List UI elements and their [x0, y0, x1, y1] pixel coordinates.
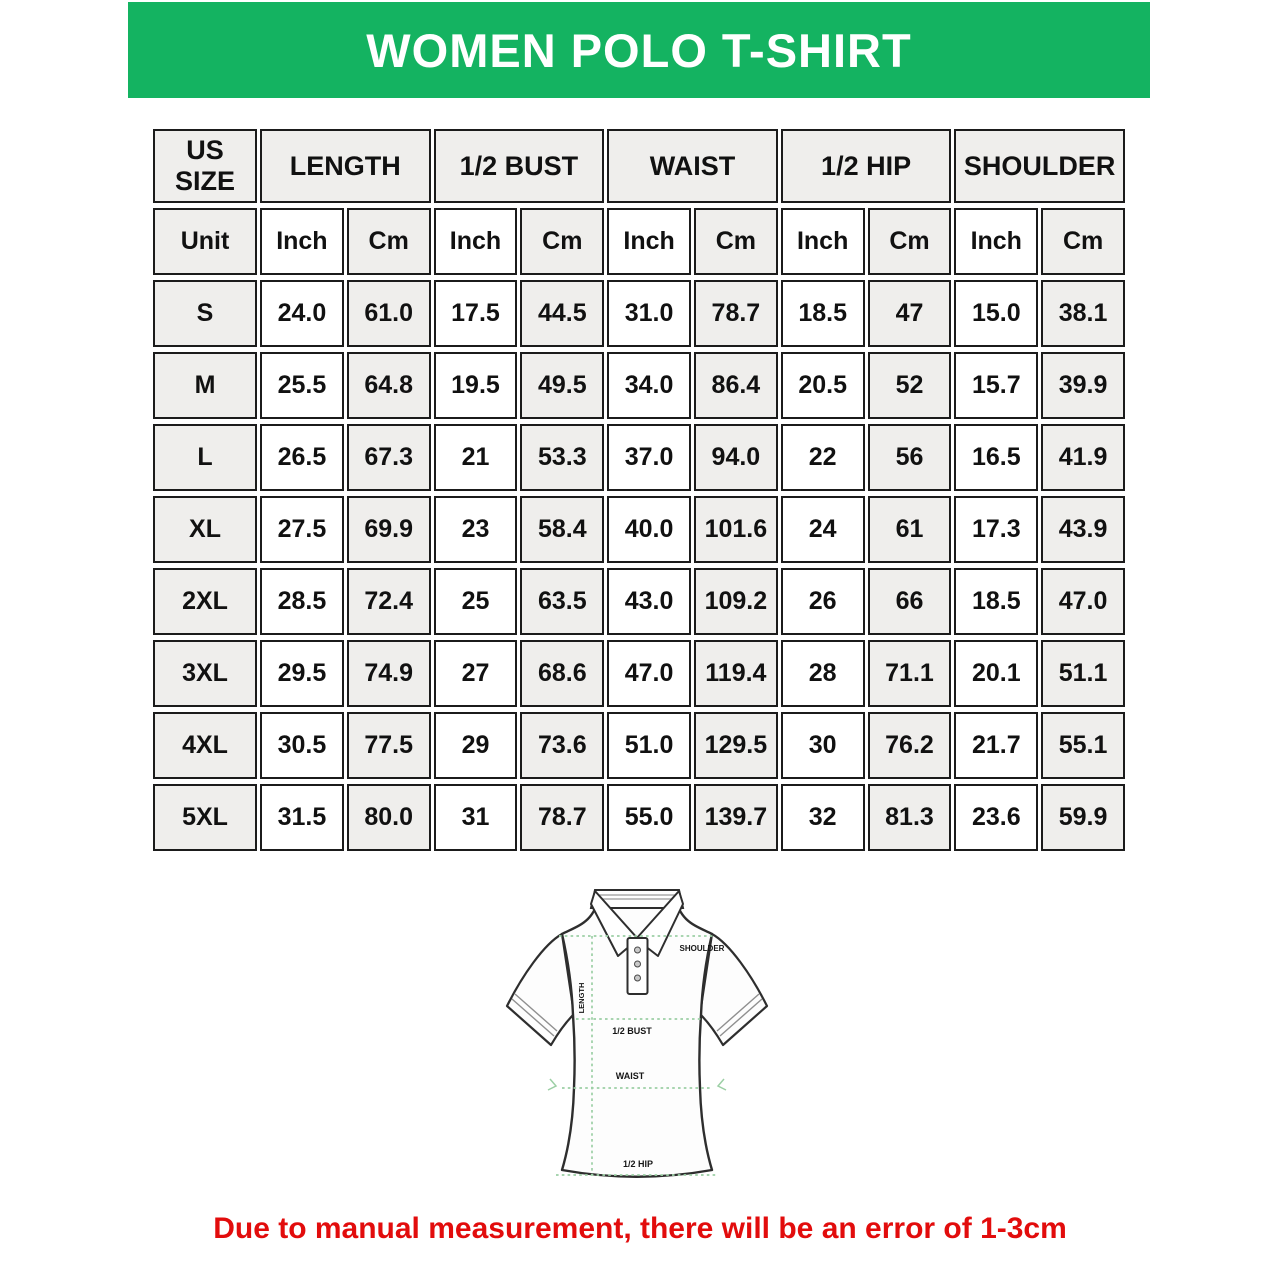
- measurement-cell: 73.6: [520, 712, 604, 779]
- measurement-cell: 72.4: [347, 568, 431, 635]
- measurement-cell: 61: [868, 496, 952, 563]
- size-row: [153, 496, 1125, 563]
- measurement-cell: 80.0: [347, 784, 431, 851]
- measurement-cell: 28: [781, 640, 865, 707]
- measurement-cell: 15.7: [954, 352, 1038, 419]
- measurement-cell: 17.5: [434, 280, 518, 347]
- measurement-cell: 39.9: [1041, 352, 1125, 419]
- column-group-header: 1/2 HIP: [781, 129, 952, 203]
- diagram-waist-label: WAIST: [615, 1071, 645, 1081]
- measurement-cell: 129.5: [694, 712, 778, 779]
- measurement-cell: 76.2: [868, 712, 952, 779]
- size-label-cell: 4XL: [153, 712, 257, 779]
- measurement-cell: 94.0: [694, 424, 778, 491]
- measurement-cell: 56: [868, 424, 952, 491]
- measurement-cell: 63.5: [520, 568, 604, 635]
- measurement-cell: 53.3: [520, 424, 604, 491]
- measurement-cell: 20.5: [781, 352, 865, 419]
- button-icon: [635, 961, 641, 967]
- measurement-cell: 18.5: [954, 568, 1038, 635]
- measurement-cell: 19.5: [434, 352, 518, 419]
- left-sleeve: [507, 934, 574, 1045]
- column-group-header: SHOULDER: [954, 129, 1125, 203]
- measurement-cell: 23.6: [954, 784, 1038, 851]
- measurement-cell: 69.9: [347, 496, 431, 563]
- unit-cell: Cm: [868, 208, 952, 275]
- measurement-cell: 78.7: [520, 784, 604, 851]
- size-chart-body: [153, 280, 1125, 851]
- measurement-cell: 61.0: [347, 280, 431, 347]
- measurement-cell: 18.5: [781, 280, 865, 347]
- unit-cell: Cm: [1041, 208, 1125, 275]
- measurement-cell: 47.0: [607, 640, 691, 707]
- measurement-cell: 66: [868, 568, 952, 635]
- measurement-cell: 52: [868, 352, 952, 419]
- measurement-cell: 24: [781, 496, 865, 563]
- page-title: WOMEN POLO T-SHIRT: [366, 23, 912, 77]
- column-group-header: 1/2 BUST: [434, 129, 605, 203]
- measurement-cell: 30.5: [260, 712, 344, 779]
- measurement-cell: 40.0: [607, 496, 691, 563]
- measurement-cell: 29.5: [260, 640, 344, 707]
- unit-cell: Inch: [260, 208, 344, 275]
- measurement-cell: 78.7: [694, 280, 778, 347]
- size-label-cell: 5XL: [153, 784, 257, 851]
- button-icon: [635, 975, 641, 981]
- measurement-cell: 43.9: [1041, 496, 1125, 563]
- size-chart-header: [153, 129, 1125, 275]
- column-group-header: LENGTH: [260, 129, 431, 203]
- measurement-cell: 29: [434, 712, 518, 779]
- size-row: [153, 424, 1125, 491]
- diagram-length-label: LENGTH: [577, 982, 586, 1014]
- measurement-cell: 21.7: [954, 712, 1038, 779]
- column-group-header: US SIZE: [153, 129, 257, 203]
- size-label-cell: M: [153, 352, 257, 419]
- measurement-cell: 139.7: [694, 784, 778, 851]
- measurement-cell: 47.0: [1041, 568, 1125, 635]
- measurement-cell: 15.0: [954, 280, 1038, 347]
- diagram-hip-label: 1/2 HIP: [622, 1159, 654, 1169]
- measurement-cell: 58.4: [520, 496, 604, 563]
- measurement-cell: 49.5: [520, 352, 604, 419]
- size-row: [153, 352, 1125, 419]
- size-row: [153, 640, 1125, 707]
- button-icon: [635, 947, 641, 953]
- measurement-cell: 22: [781, 424, 865, 491]
- diagram-shoulder-label: SHOULDER: [679, 944, 725, 953]
- measurement-cell: 109.2: [694, 568, 778, 635]
- unit-header: Unit: [153, 208, 257, 275]
- measurement-cell: 101.6: [694, 496, 778, 563]
- measurement-cell: 81.3: [868, 784, 952, 851]
- measurement-cell: 31.0: [607, 280, 691, 347]
- measurement-cell: 71.1: [868, 640, 952, 707]
- measurement-cell: 67.3: [347, 424, 431, 491]
- measurement-cell: 44.5: [520, 280, 604, 347]
- measurement-cell: 25: [434, 568, 518, 635]
- measurement-cell: 28.5: [260, 568, 344, 635]
- measurement-cell: 25.5: [260, 352, 344, 419]
- size-row: [153, 280, 1125, 347]
- diagram-bust-label: 1/2 BUST: [612, 1026, 652, 1036]
- measurement-cell: 74.9: [347, 640, 431, 707]
- size-row: [153, 784, 1125, 851]
- unit-cell: Cm: [520, 208, 604, 275]
- measurement-cell: 27.5: [260, 496, 344, 563]
- measurement-cell: 24.0: [260, 280, 344, 347]
- measurement-cell: 26: [781, 568, 865, 635]
- measurement-cell: 21: [434, 424, 518, 491]
- measurement-cell: 51.1: [1041, 640, 1125, 707]
- measurement-cell: 55.0: [607, 784, 691, 851]
- size-chart-table: [150, 124, 1128, 856]
- measurement-cell: 37.0: [607, 424, 691, 491]
- polo-shirt-diagram: [492, 878, 792, 1200]
- measurement-cell: 55.1: [1041, 712, 1125, 779]
- unit-cell: Inch: [954, 208, 1038, 275]
- measurement-cell: 16.5: [954, 424, 1038, 491]
- measurement-cell: 32: [781, 784, 865, 851]
- measurement-cell: 68.6: [520, 640, 604, 707]
- measurement-cell: 51.0: [607, 712, 691, 779]
- unit-cell: Inch: [434, 208, 518, 275]
- size-label-cell: 2XL: [153, 568, 257, 635]
- size-row: [153, 568, 1125, 635]
- size-label-cell: 3XL: [153, 640, 257, 707]
- measurement-cell: 20.1: [954, 640, 1038, 707]
- measurement-cell: 86.4: [694, 352, 778, 419]
- measurement-cell: 64.8: [347, 352, 431, 419]
- measurement-cell: 27: [434, 640, 518, 707]
- measurement-cell: 30: [781, 712, 865, 779]
- measurement-cell: 47: [868, 280, 952, 347]
- unit-cell: Inch: [781, 208, 865, 275]
- size-row: [153, 712, 1125, 779]
- waist-right-arrow-icon: [718, 1079, 726, 1090]
- size-label-cell: L: [153, 424, 257, 491]
- measurement-cell: 31.5: [260, 784, 344, 851]
- measurement-cell: 77.5: [347, 712, 431, 779]
- unit-cell: Cm: [347, 208, 431, 275]
- measurement-cell: 31: [434, 784, 518, 851]
- measurement-cell: 59.9: [1041, 784, 1125, 851]
- measurement-cell: 41.9: [1041, 424, 1125, 491]
- size-label-cell: S: [153, 280, 257, 347]
- measurement-cell: 23: [434, 496, 518, 563]
- title-banner: [128, 2, 1150, 98]
- size-label-cell: XL: [153, 496, 257, 563]
- column-group-header: WAIST: [607, 129, 778, 203]
- unit-cell: Cm: [694, 208, 778, 275]
- measurement-disclaimer: Due to manual measurement, there will be an error of 1-3cm: [213, 1212, 1067, 1245]
- measurement-cell: 38.1: [1041, 280, 1125, 347]
- measurement-cell: 119.4: [694, 640, 778, 707]
- waist-left-arrow-icon: [548, 1079, 556, 1090]
- measurement-cell: 43.0: [607, 568, 691, 635]
- measurement-cell: 17.3: [954, 496, 1038, 563]
- measurement-cell: 34.0: [607, 352, 691, 419]
- unit-cell: Inch: [607, 208, 691, 275]
- measurement-cell: 26.5: [260, 424, 344, 491]
